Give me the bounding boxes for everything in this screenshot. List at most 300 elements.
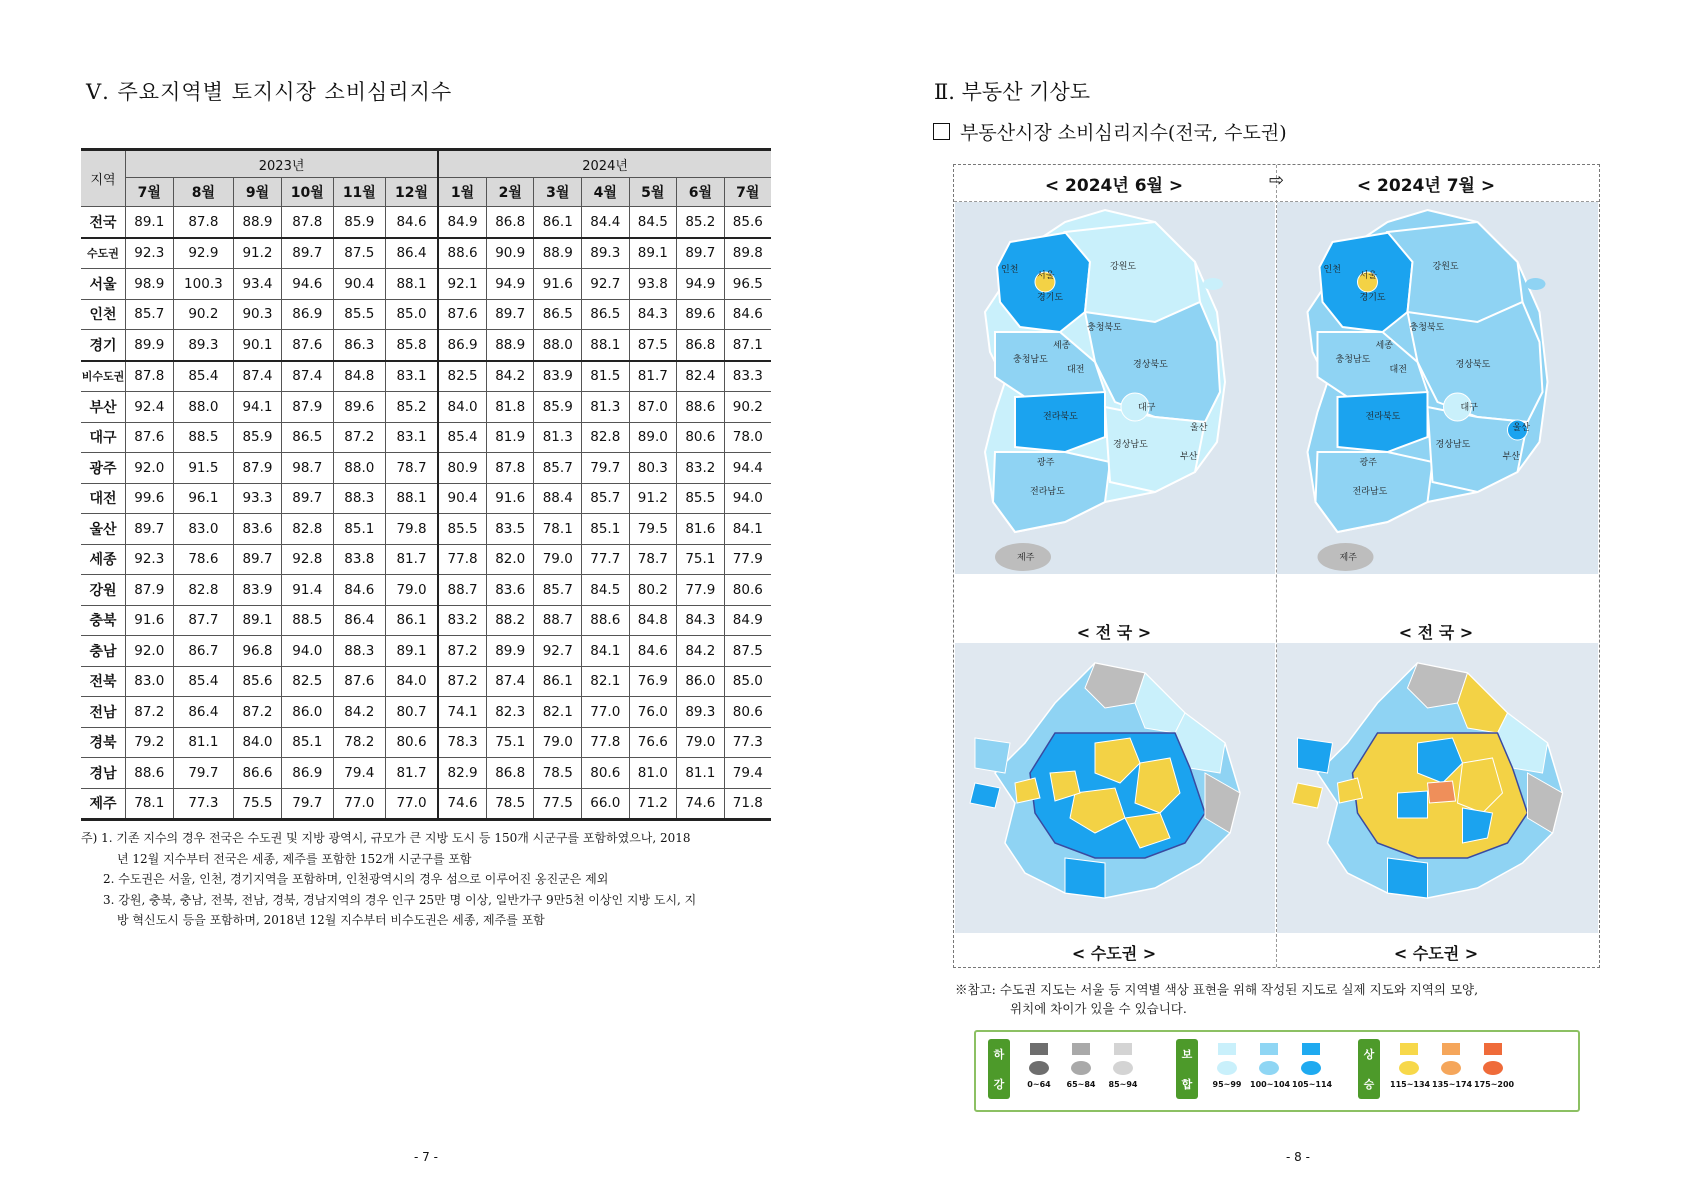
index-cell: 82.8 [582,422,630,453]
index-cell: 96.1 [173,483,234,514]
index-cell: 87.4 [281,361,333,392]
index-cell: 84.9 [438,207,486,238]
map-label-sejong: 세종 [1053,341,1071,351]
index-cell: 87.8 [126,361,174,392]
index-cell: 80.9 [438,453,486,484]
index-cell: 79.4 [724,758,771,789]
caption-national-july: < 전 국 > [1398,623,1474,642]
map-label-gyeongnam: 경상남도 [1113,440,1148,450]
maps-frame [953,164,1600,968]
table-row [81,483,771,514]
map-label-jeonnam: 전라남도 [1030,487,1065,497]
map-label-busan: 부산 [1502,452,1520,462]
region-name: 경남 [81,758,126,789]
index-cell: 83.2 [438,605,486,636]
index-cell: 88.4 [534,483,582,514]
legend-group [988,1039,1168,1101]
index-cell: 83.1 [385,422,438,453]
index-cell: 85.9 [234,422,282,453]
region-name: 경북 [81,727,126,758]
index-cell: 84.6 [385,207,438,238]
legend-tag-char: 하 [993,1048,1005,1061]
index-cell: 88.9 [234,207,282,238]
index-cell: 77.3 [724,727,771,758]
index-cell: 88.1 [385,269,438,300]
checkbox-square-icon [933,123,950,140]
index-cell: 75.1 [486,727,534,758]
map-label-jeonbuk: 전라북도 [1365,412,1401,422]
index-cell: 94.9 [486,269,534,300]
legend-item [1390,1039,1431,1089]
legend-swatch [1484,1043,1502,1055]
index-cell: 88.3 [333,483,385,514]
index-cell: 84.1 [724,514,771,545]
index-cell: 100.3 [173,269,234,300]
index-cell: 78.0 [724,422,771,453]
index-cell: 91.6 [534,269,582,300]
cloud-icon [1113,1061,1133,1075]
index-cell: 85.2 [677,207,725,238]
index-cell: 87.5 [629,330,677,361]
legend-swatch [1302,1043,1320,1055]
index-cell: 81.3 [582,392,630,423]
month-header: 4월 [582,178,630,207]
index-cell: 88.0 [333,453,385,484]
map-label-daejeon: 대전 [1067,365,1085,375]
index-cell: 82.0 [486,544,534,575]
index-cell: 85.6 [724,207,771,238]
legend-range: 95~99 [1212,1080,1242,1089]
index-cell: 87.1 [724,330,771,361]
index-cell: 79.7 [582,453,630,484]
index-cell: 94.4 [724,453,771,484]
index-cell: 90.2 [173,299,234,330]
index-cell: 94.9 [677,269,725,300]
index-cell: 71.8 [724,788,771,820]
index-cell: 79.8 [385,514,438,545]
index-cell: 86.7 [173,636,234,667]
index-cell: 85.5 [677,483,725,514]
index-cell: 84.2 [677,636,725,667]
index-cell: 92.0 [126,453,174,484]
region-header: 지역 [81,150,126,207]
index-cell: 87.8 [173,207,234,238]
legend-tag [1358,1039,1380,1099]
map-label-jeju: 제주 [1017,553,1035,563]
index-cell: 93.3 [234,483,282,514]
index-cell: 77.3 [173,788,234,820]
index-cell: 96.8 [234,636,282,667]
index-cell: 88.1 [582,330,630,361]
index-cell: 81.0 [629,758,677,789]
index-cell: 85.4 [173,666,234,697]
map-label-sejong: 세종 [1375,341,1393,351]
index-cell: 79.0 [534,544,582,575]
index-cell: 91.6 [486,483,534,514]
map-label-incheon: 인천 [1001,265,1019,275]
region-name: 전국 [81,207,126,238]
arrow-right-icon: ⇨ [1269,170,1285,191]
index-cell: 88.2 [486,605,534,636]
index-cell: 79.4 [333,758,385,789]
month-header: 5월 [629,178,677,207]
index-cell: 83.2 [677,453,725,484]
index-cell: 78.7 [385,453,438,484]
index-cell: 88.1 [385,483,438,514]
month-header: 11월 [333,178,385,207]
index-cell: 80.6 [582,758,630,789]
index-cell: 77.8 [438,544,486,575]
index-cell: 79.0 [385,575,438,606]
table-row [81,514,771,545]
index-cell: 83.0 [126,666,174,697]
map-label-seoul: 서울 [1037,271,1055,281]
index-cell: 89.6 [333,392,385,423]
month-header: 6월 [677,178,725,207]
map-label-gyeongnam: 경상남도 [1435,440,1471,450]
month-header: 2월 [486,178,534,207]
legend-group [1358,1039,1538,1101]
region-name: 제주 [81,788,126,820]
legend-tag-char: 강 [993,1078,1005,1091]
index-cell: 91.5 [173,453,234,484]
note-1b: 년 12월 지수부터 전국은 세종, 제주를 포함한 152개 시군구를 포함 [117,851,472,866]
index-cell: 86.1 [385,605,438,636]
index-cell: 86.5 [281,422,333,453]
month-header: 7월 [724,178,771,207]
region-name: 충남 [81,636,126,667]
region-name: 부산 [81,392,126,423]
index-cell: 92.7 [534,636,582,667]
map-label-busan: 부산 [1180,452,1198,462]
index-cell: 74.6 [438,788,486,820]
index-cell: 76.0 [629,697,677,728]
index-cell: 87.6 [126,422,174,453]
index-cell: 89.7 [281,238,333,269]
index-cell: 85.4 [438,422,486,453]
index-cell: 81.8 [486,392,534,423]
index-cell: 89.3 [677,697,725,728]
index-cell: 90.4 [438,483,486,514]
index-cell: 82.4 [677,361,725,392]
month-header: 7월 [126,178,174,207]
month-header: 3월 [534,178,582,207]
legend-item [1474,1039,1515,1089]
index-cell: 84.9 [724,605,771,636]
index-cell: 78.5 [486,788,534,820]
index-cell: 90.1 [234,330,282,361]
index-cell: 84.2 [486,361,534,392]
index-cell: 92.8 [281,544,333,575]
index-cell: 87.6 [281,330,333,361]
partly-cloudy-icon [1301,1061,1321,1075]
index-cell: 89.7 [126,514,174,545]
index-cell: 83.0 [173,514,234,545]
header-june: < 2024년 6월 > [1044,176,1184,196]
legend-swatch [1114,1043,1132,1055]
index-cell: 94.0 [724,483,771,514]
month-header: 9월 [234,178,282,207]
legend-range: 115~134 [1390,1080,1431,1089]
legend-tag [988,1039,1010,1099]
index-cell: 85.9 [333,207,385,238]
index-cell: 81.1 [677,758,725,789]
legend-swatch [1442,1043,1460,1055]
index-cell: 92.1 [438,269,486,300]
map-label-seoul: 서울 [1359,271,1377,281]
index-cell: 84.0 [385,666,438,697]
map-label-gyeonggi: 경기도 [1037,293,1064,303]
index-cell: 94.6 [281,269,333,300]
index-cell: 87.2 [438,636,486,667]
index-cell: 85.1 [333,514,385,545]
index-cell: 77.0 [333,788,385,820]
index-cell: 85.5 [438,514,486,545]
index-cell: 81.1 [173,727,234,758]
table-row [81,544,771,575]
note-2: 2. 수도권은 서울, 인천, 경기지역을 포함하며, 인천광역시의 경우 섬으로 이루어진 옹진군은 제외 [103,872,609,886]
weather-legend [974,1030,1580,1112]
index-cell: 90.9 [486,238,534,269]
index-cell: 90.2 [724,392,771,423]
index-cell: 84.0 [438,392,486,423]
map-label-ulsan: 울산 [1512,423,1530,433]
month-header: 10월 [281,178,333,207]
index-cell: 77.8 [582,727,630,758]
index-cell: 98.9 [126,269,174,300]
index-cell: 86.4 [173,697,234,728]
index-cell: 88.0 [534,330,582,361]
index-cell: 85.4 [173,361,234,392]
map-label-gangwon: 강원도 [1432,262,1459,272]
index-cell: 82.9 [438,758,486,789]
index-cell: 74.1 [438,697,486,728]
index-cell: 79.5 [629,514,677,545]
index-cell: 82.1 [582,666,630,697]
region-name: 세종 [81,544,126,575]
table-row [81,788,771,820]
index-cell: 86.1 [534,666,582,697]
index-cell: 86.8 [486,207,534,238]
reference-line-1: ※참고: 수도권 지도는 서울 등 지역별 색상 표현을 위해 작성된 지도로 실제 지도와 지역의 모양, [955,982,1479,997]
index-cell: 78.1 [534,514,582,545]
region-name: 전남 [81,697,126,728]
legend-range: 0~64 [1027,1080,1051,1089]
index-cell: 79.2 [126,727,174,758]
legend-range: 175~200 [1474,1080,1515,1089]
year-header-2023: 2023년 [126,150,439,178]
index-cell: 89.1 [126,207,174,238]
map-label-gyeongbuk: 경상북도 [1455,360,1491,370]
index-cell: 82.8 [281,514,333,545]
index-cell: 84.3 [629,299,677,330]
index-cell: 99.6 [126,483,174,514]
index-cell: 78.3 [438,727,486,758]
map-label-gwangju: 광주 [1359,458,1377,468]
index-cell: 87.9 [126,575,174,606]
index-cell: 80.6 [677,422,725,453]
index-cell: 84.8 [333,361,385,392]
map-label-chungbuk: 충청북도 [1087,323,1122,333]
month-header: 1월 [438,178,486,207]
map-label-daegu: 대구 [1460,403,1478,413]
index-cell: 74.6 [677,788,725,820]
index-cell: 89.9 [126,330,174,361]
index-cell: 85.8 [385,330,438,361]
index-cell: 91.6 [126,605,174,636]
legend-range: 100~104 [1250,1080,1291,1089]
table-row [81,330,771,361]
index-cell: 89.6 [677,299,725,330]
page-number-right: - 8 - [1286,1150,1310,1164]
index-cell: 80.6 [724,697,771,728]
weather-title: Ⅱ. 부동산 기상도 [934,80,1091,104]
index-cell: 84.0 [234,727,282,758]
index-cell: 82.5 [281,666,333,697]
map-label-gyeonggi: 경기도 [1359,293,1386,303]
index-cell: 85.7 [126,299,174,330]
legend-item [1020,1039,1058,1089]
index-cell: 85.7 [582,483,630,514]
index-cell: 83.6 [486,575,534,606]
map-label-jeonbuk: 전라북도 [1043,412,1078,422]
header-july: < 2024년 7월 > [1356,176,1496,196]
index-cell: 87.9 [281,392,333,423]
index-cell: 86.0 [677,666,725,697]
index-cell: 85.0 [385,299,438,330]
map-label-chungnam: 충청남도 [1013,355,1048,365]
page-number-left: - 7 - [414,1150,438,1164]
index-cell: 85.1 [582,514,630,545]
index-cell: 86.9 [281,299,333,330]
index-cell: 91.2 [234,238,282,269]
index-cell: 81.7 [385,544,438,575]
index-cell: 81.5 [582,361,630,392]
index-cell: 94.1 [234,392,282,423]
note-1a: 주) 1. 기존 지수의 경우 전국은 수도권 및 지방 광역시, 규모가 큰 지방 도시 등 150개 시군구를 포함하였으나, 2018 [81,831,691,845]
index-cell: 83.1 [385,361,438,392]
index-cell: 96.5 [724,269,771,300]
index-cell: 89.7 [677,238,725,269]
index-cell: 88.6 [582,605,630,636]
legend-tag-char: 승 [1363,1078,1375,1091]
index-cell: 80.6 [724,575,771,606]
index-cell: 86.8 [677,330,725,361]
index-cell: 83.8 [333,544,385,575]
region-name: 인천 [81,299,126,330]
index-cell: 86.3 [333,330,385,361]
map-label-daegu: 대구 [1138,403,1156,413]
index-cell: 76.6 [629,727,677,758]
index-cell: 89.7 [234,544,282,575]
legend-item [1104,1039,1142,1089]
index-cell: 88.5 [281,605,333,636]
table-row [81,269,771,300]
table-row [81,727,771,758]
region-name: 강원 [81,575,126,606]
legend-swatch [1030,1043,1048,1055]
index-cell: 86.9 [281,758,333,789]
legend-tag-char: 상 [1363,1048,1375,1061]
table-row [81,697,771,728]
index-cell: 84.5 [582,575,630,606]
index-cell: 89.0 [629,422,677,453]
table-row [81,299,771,330]
table-row [81,575,771,606]
legend-group [1176,1039,1356,1101]
month-header: 8월 [173,178,234,207]
region-name: 대구 [81,422,126,453]
index-cell: 85.1 [281,727,333,758]
legend-range: 85~94 [1108,1080,1138,1089]
cloud-icon [1029,1061,1049,1075]
index-cell: 84.2 [333,697,385,728]
weather-subtitle [933,118,1287,145]
table-row [81,605,771,636]
legend-item [1292,1039,1333,1089]
index-cell: 89.7 [486,299,534,330]
index-cell: 98.7 [281,453,333,484]
region-name: 광주 [81,453,126,484]
index-cell: 80.3 [629,453,677,484]
map-label-gwangju: 광주 [1037,458,1055,468]
index-cell: 86.4 [333,605,385,636]
index-cell: 89.8 [724,238,771,269]
caption-capital-july: < 수도권 > [1393,944,1479,963]
index-cell: 84.6 [629,636,677,667]
index-cell: 80.6 [385,727,438,758]
region-name: 경기 [81,330,126,361]
index-cell: 79.7 [173,758,234,789]
index-cell: 77.5 [534,788,582,820]
map-label-chungnam: 충청남도 [1335,355,1371,365]
table-notes [81,828,776,931]
map-label-jeonnam: 전라남도 [1352,487,1388,497]
index-cell: 86.1 [534,207,582,238]
index-cell: 77.0 [385,788,438,820]
caption-national-june: < 전 국 > [1076,623,1152,642]
legend-tag [1176,1039,1198,1099]
legend-item [1250,1039,1291,1089]
map-reference-note [955,980,1615,1018]
legend-range: 105~114 [1292,1080,1333,1089]
index-cell: 86.5 [582,299,630,330]
table-row [81,207,771,238]
legend-item [1062,1039,1100,1089]
legend-item [1432,1039,1473,1089]
index-cell: 86.6 [234,758,282,789]
index-cell: 84.1 [582,636,630,667]
index-cell: 93.8 [629,269,677,300]
region-name: 비수도권 [81,361,126,392]
index-cell: 83.5 [486,514,534,545]
index-cell: 89.1 [234,605,282,636]
index-cell: 88.6 [126,758,174,789]
index-cell: 86.4 [385,238,438,269]
index-cell: 79.0 [677,727,725,758]
index-cell: 90.4 [333,269,385,300]
table-row [81,666,771,697]
index-cell: 88.7 [438,575,486,606]
subtitle-text: 부동산시장 소비심리지수(전국, 수도권) [960,122,1287,144]
index-cell: 92.9 [173,238,234,269]
cloud-icon [1071,1061,1091,1075]
index-cell: 85.7 [534,575,582,606]
index-cell: 88.9 [534,238,582,269]
sun-icon [1441,1061,1461,1075]
national-map-june [955,202,1275,574]
capital-map-july [1277,643,1598,933]
